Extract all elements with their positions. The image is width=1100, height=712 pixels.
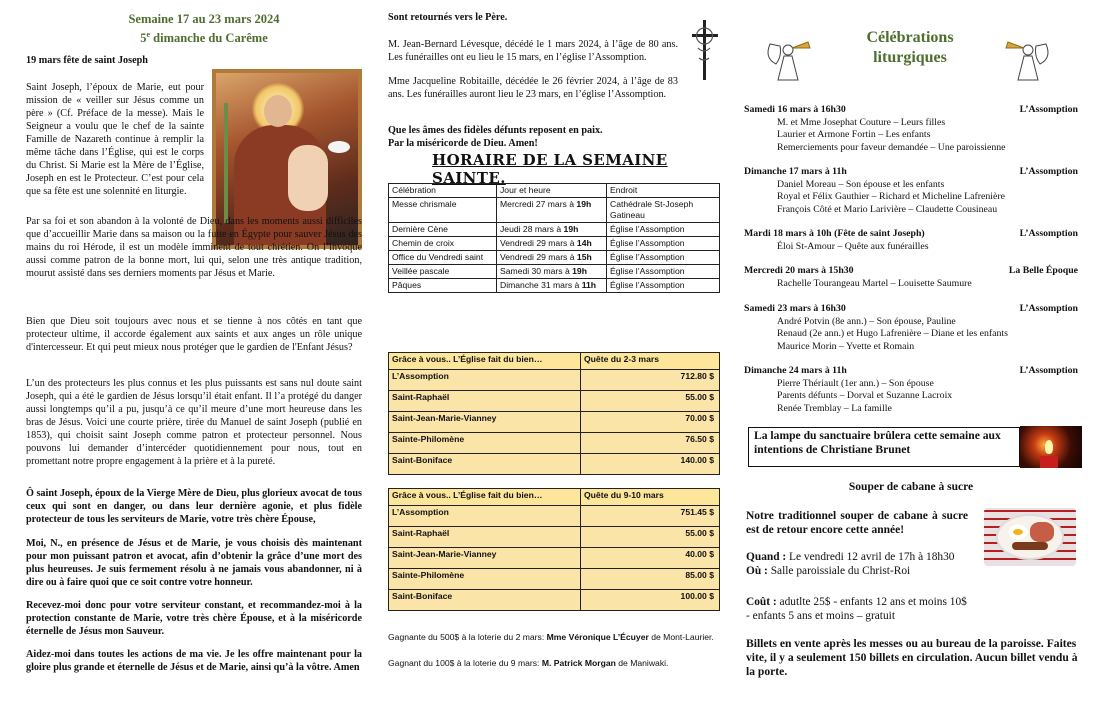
table-row: Saint-Raphaël 55.00 $	[389, 527, 720, 548]
joseph-paragraph-2: Par sa foi et son abandon à la volonté de Dieu, dans les moments aussi difficiles que d’accueillir Marie dans sa maison ou la fuite en Égypte pour sauver Jésus des mains du roi Hérode, il est un modèle imminent de tout chrétien. On l’invoque aussi comme patron de la bonne mort, lui qui, selon une très antique tradition, mourut assisté dans ses derniers moments par Jésus et Marie.	[26, 216, 362, 279]
table-row: Chemin de croix Vendredi 29 mars à 14h Église l’Assomption	[389, 237, 720, 251]
candle-image	[1020, 426, 1082, 468]
mass-entry: Samedi 16 mars à 16h30 L’Assomption M. et Mme Josephat Couture – Leurs filles Laurier et Armone Fortin – Les enfants Remerciements pour faveur demandée – Une paroissienne	[744, 104, 1078, 153]
prayer-paragraph-3: Recevez-moi donc pour votre serviteur constant, et recommandez-moi à la protection constante de Marie, votre très chère Épouse, et à la miséricorde éternelle de Jésus mon Sauveur.	[26, 600, 362, 637]
table-row: Messe chrismale Mercredi 27 mars à 19h Cathédrale St-Joseph Gatineau	[389, 198, 720, 223]
mass-entry: Mardi 18 mars à 10h (Fête de saint Joseph) L’Assomption Éloi St-Amour – Quête aux funérailles	[744, 228, 1078, 252]
obituary-1: M. Jean-Bernard Lévesque, décédé le 1 mars 2024, à l’âge de 80 ans. Les funérailles ont eu lieu le 15 mars, en l’église l’Assomption.	[388, 39, 678, 63]
table-header-row: Célébration Jour et heure Endroit	[389, 184, 720, 198]
mass-entry: Dimanche 17 mars à 11h L’Assomption Daniel Moreau – Son épouse et les enfants Royal et Félix Gauthier – Richard et Micheline Lafrenière François Côté et Mario Larivière – Claudette Cousineau	[744, 166, 1078, 215]
joseph-heading: 19 mars fête de saint Joseph	[26, 55, 148, 66]
sugar-shack-intro: Notre traditionnel souper de cabane à sucre est de retour encore cette année!	[746, 510, 968, 536]
holy-week-schedule	[388, 183, 720, 293]
lottery-500-winner: Gagnante du 500$ à la loterie du 2 mars: Mme Véronique L’Écuyer de Mont-Laurier.	[388, 632, 714, 642]
table-row: Sainte-Philomène 76.50 $	[389, 433, 720, 454]
prayer-for-deceased: Que les âmes des fidèles défunts reposent en paix. Par la miséricorde de Dieu. Amen!	[388, 125, 603, 149]
table-row: Office du Vendredi saint Vendredi 29 mars à 15h Église l’Assomption	[389, 251, 720, 265]
prayer-paragraph-2: Moi, N., en présence de Jésus et de Marie, je vous choisis dès maintenant pour mon puissant patron et avocat, afin d’obtenir la grâce d’une mort des plus heureuses. Je suis fermement résolu à ne jamais vous abandonner, ni à dire ou à faire quoi que ce soit contre votre honneur.	[26, 538, 362, 588]
returned-heading: Sont retournés vers le Père.	[388, 12, 508, 23]
tickets-notice: Billets en vente après les messes ou au bureau de la paroisse. Faites vite, il y a seulement 150 billets en circulation. Aucun billet vendu à la porte.	[746, 637, 1078, 678]
table-row: Saint-Jean-Marie-Vianney 70.00 $	[389, 412, 720, 433]
joseph-paragraph-3: Bien que Dieu soit toujours avec nous et se tienne à nos côtés en tant que protecteur ultime, il accorde également aux saints et aux anges un rôle unique d'intercesseur. Et qui peut mieux nous protéger que le gardien de l'Enfant Jésus?	[26, 316, 362, 353]
joseph-paragraph-1: Saint Joseph, l’époux de Marie, eut pour mission de « veiller sur Jésus comme un père » (Cf. Préface de la messe). Mais le Seigneur a voulu que le chef de la sainte Famille de Nazareth continue à remplir la même tâche dans l’Église, qui est le corps du Christ. Si Marie est la Mère de l’Église, Joseph en est le Protecteur. C’est pour cela que sa fête est une solennité en liturgie.	[26, 82, 204, 197]
table-header-row: Grâce à vous.. L’Église fait du bien… Quête du 2-3 mars	[389, 353, 720, 370]
table-header-row: Grâce à vous.. L’Église fait du bien… Quête du 9-10 mars	[389, 489, 720, 506]
mass-entry: Dimanche 24 mars à 11h L’Assomption Pierre Thériault (1er ann.) – Son épouse Parents défunts – Dorval et Suzanne Lacroix Renée Tremblay – La famille	[744, 365, 1078, 414]
table-row: L’Assomption 712.80 $	[389, 370, 720, 391]
table-row: Saint-Jean-Marie-Vianney 40.00 $	[389, 548, 720, 569]
sugar-shack-cost: Coût : adutlte 25$ - enfants 12 ans et moins 10$ - enfants 5 ans et moins – gratuit	[746, 596, 967, 622]
obituary-2: Mme Jacqueline Robitaille, décédée le 26 février 2024, à l’âge de 83 ans. Les funérailles auront lieu le 23 mars, en l’église l’Assomption.	[388, 76, 678, 100]
table-row: Sainte-Philomène 85.00 $	[389, 569, 720, 590]
breakfast-plate-image	[984, 508, 1076, 566]
week-title: Semaine 17 au 23 mars 2024	[128, 12, 280, 26]
angel-trumpet-icon	[1002, 34, 1054, 84]
table-row: Saint-Boniface 100.00 $	[389, 590, 720, 611]
celebrations-title: Célébrations liturgiques	[866, 29, 954, 66]
table-row: Saint-Raphaël 55.00 $	[389, 391, 720, 412]
table-row: Veillée pascale Samedi 30 mars à 19h Église l’Assomption	[389, 265, 720, 279]
mass-entry: Mercredi 20 mars à 15h30 La Belle Époque Rachelle Tourangeau Martel – Louisette Saumure	[744, 265, 1078, 289]
mass-entry: Samedi 23 mars à 16h30 L’Assomption André Potvin (8e ann.) – Son épouse, Pauline Renaud (2e ann.) et Hugo Lafrenière – Diane et les enfants Maurice Morin – Yvette et Romain	[744, 303, 1078, 352]
angel-trumpet-icon	[762, 34, 814, 84]
week-subtitle: 5e dimanche du Carême	[140, 30, 268, 46]
prayer-paragraph-1: Ô saint Joseph, époux de la Vierge Mère de Dieu, plus glorieux avocat de tous ceux qui sont en danger, ou dans leur dernière agonie, et plus fidèle protecteur de tous les serviteurs de Marie, votre très chère Épouse,	[26, 488, 362, 525]
donations-table-9-10-mars	[388, 488, 720, 611]
prayer-paragraph-4: Aidez-moi dans toutes les actions de ma vie. Je les offre maintenant pour la gloire plus grande et éternelle de Jésus et de Marie, ainsi qu’à la vôtre. Amen	[26, 649, 362, 673]
sugar-shack-when-where: Quand : Le vendredi 12 avril de 17h à 18h30 Où : Salle paroissiale du Christ-Roi	[746, 551, 955, 577]
table-row: Pâques Dimanche 31 mars à 11h Église l’Assomption	[389, 279, 720, 293]
sanctuary-lamp-notice: La lampe du sanctuaire brûlera cette semaine aux intentions de Christiane Brunet	[748, 427, 1020, 467]
donations-table-2-3-mars	[388, 352, 720, 475]
lottery-100-winner: Gagnant du 100$ à la loterie du 9 mars: M. Patrick Morgan de Maniwaki.	[388, 658, 669, 668]
joseph-paragraph-4: L’un des protecteurs les plus connus et les plus puissants est sans nul doute saint Joseph, qui a été le gardien de Jésus lorsqu’il était enfant. Il l’a protégé du danger aussi longtemps qu’il a pu, jusqu’à ce qu’il meure d’une mort heureuse dans les bras de Jésus. Voici une courte prière, tirée du Manuel de saint Joseph (publié en 1853), qui choisit saint Joseph comme patron et protecteur personnel. Nous pouvons lui demander d’intercéder quotidiennement pour nous, tout en promettant notre propre engagement à la prière et à la pureté.	[26, 378, 362, 467]
table-row: Saint-Boniface 140.00 $	[389, 454, 720, 475]
table-row: Dernière Cène Jeudi 28 mars à 19h Église l’Assomption	[389, 223, 720, 237]
sugar-shack-heading: Souper de cabane à sucre	[848, 481, 974, 493]
table-row: L’Assomption 751.45 $	[389, 506, 720, 527]
holy-week-title: HORAIRE DE LA SEMAINE SAINTE.	[432, 151, 668, 187]
cross-icon	[688, 18, 722, 82]
